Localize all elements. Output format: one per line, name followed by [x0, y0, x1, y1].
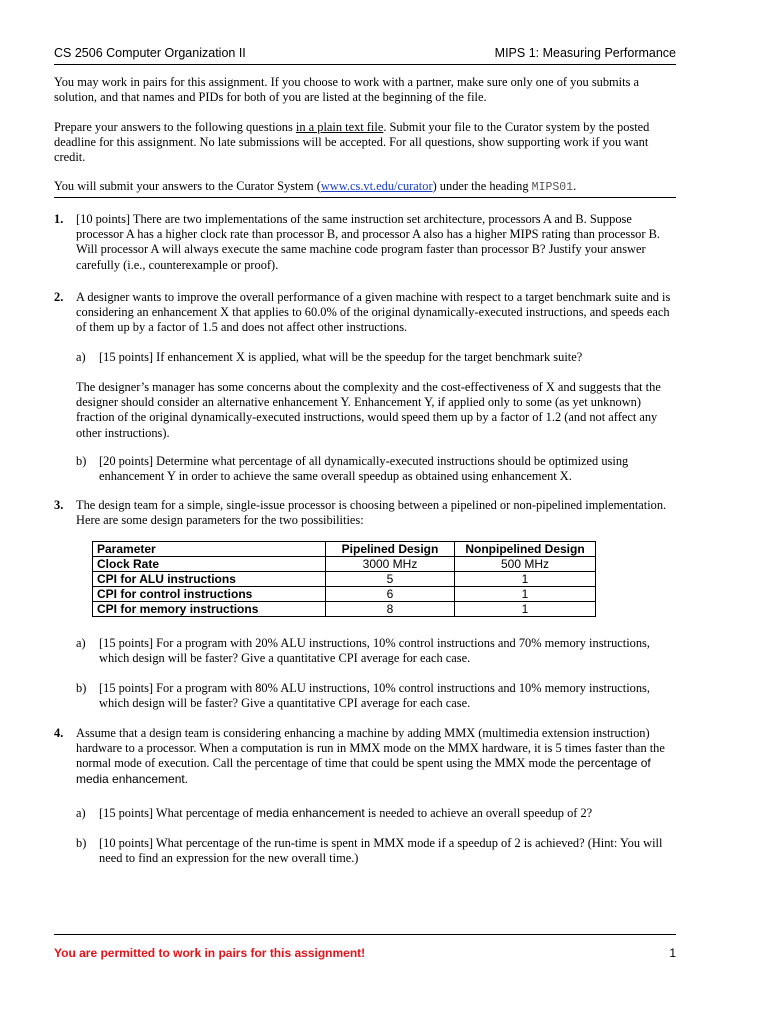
intro-p2-start: Prepare your answers to the following questions	[54, 120, 296, 134]
media-enhancement-term: percentage of media enhancement	[76, 756, 651, 786]
part-text-end: is needed to achieve an overall speedup of 2?	[364, 806, 593, 820]
plain-text-emphasis: in a plain text file	[295, 120, 384, 134]
question-2-context	[76, 380, 682, 441]
part-text: [15 points] For a program with 20% ALU instructions, 10% control instructions and 70% memory instructions, which design will be faster? Give a quantitative CPI average for each case.	[99, 636, 650, 666]
table-cell: 3000 MHz	[326, 557, 455, 572]
table-cell: CPI for ALU instructions	[93, 572, 326, 587]
intro-divider	[54, 197, 676, 198]
table-cell: 1	[455, 587, 596, 602]
part-text: [20 points] Determine what percentage of all dynamically-executed instructions should be optimized using enhancement Y in order to achieve the same overall speedup as obtained using enhancement X.	[99, 454, 629, 484]
question-number: 3.	[54, 498, 64, 512]
intro-p3-mid: ) under the heading	[432, 179, 532, 193]
table-row	[93, 587, 596, 602]
table-header-cell: Pipelined Design	[326, 542, 455, 557]
question-2b	[76, 454, 682, 484]
question-3b	[76, 681, 682, 711]
question-text: A designer wants to improve the overall performance of a given machine with respect to a target benchmark suite and is considering an enhancement X that applies to 60.0% of the original dynamically-executed instructions, and speeds each of them up by a factor of 1.5 and does not affect other instructions.	[76, 290, 671, 335]
question-1	[54, 212, 680, 273]
media-enhancement-term: media enhancement	[256, 806, 365, 820]
table-cell: 6	[326, 587, 455, 602]
part-label: a)	[76, 636, 86, 650]
assignment-title: MIPS 1: Measuring Performance	[494, 46, 676, 60]
question-number: 4.	[54, 726, 64, 740]
context-text: The designer’s manager has some concerns about the complexity and the cost-effectiveness of X and suggests that the designer should consider an alternative enhancement Y. Enhancement Y, if applied only to some (as yet unknown) fraction of the original dynamically-executed instructions, would speed them up by a factor of 1.2 (and not affect any other instructions).	[76, 380, 661, 440]
question-4b	[76, 836, 682, 866]
part-text-start: [15 points] What percentage of	[99, 806, 257, 820]
question-number: 1.	[54, 212, 64, 226]
table-cell: CPI for memory instructions	[93, 602, 326, 617]
part-label: b)	[76, 681, 87, 695]
question-4-text-end: .	[184, 771, 188, 786]
question-2	[54, 290, 680, 336]
page-header	[54, 44, 676, 65]
design-parameters-table	[92, 541, 596, 617]
page-footer	[54, 934, 676, 963]
question-number: 2.	[54, 290, 64, 304]
table-cell: 500 MHz	[455, 557, 596, 572]
table-header-cell: Parameter	[93, 542, 326, 557]
question-text	[76, 726, 680, 787]
question-4	[54, 726, 680, 787]
intro-p3-start: You will submit your answers to the Curator System (	[54, 179, 321, 193]
intro-paragraph-3	[54, 179, 676, 195]
part-label: b)	[76, 836, 87, 850]
question-4a	[76, 806, 682, 821]
intro-p3-end: .	[573, 179, 577, 193]
table-header-cell: Nonpipelined Design	[455, 542, 596, 557]
question-text: [10 points] There are two implementations of the same instruction set architecture, processors A and B. Suppose processor A has a higher clock rate than processor B, and processor A also has a higher MIPS rating than processor B. Will processor A will always execute the same machine code program faster than processor B? Justify your answer carefully (i.e., counterexample or proof).	[76, 212, 660, 272]
part-label: a)	[76, 350, 86, 364]
table-row	[93, 572, 596, 587]
table-header-row	[93, 542, 596, 557]
table-cell: Clock Rate	[93, 557, 326, 572]
part-label: b)	[76, 454, 87, 468]
intro-p2-end: . Submit your file to the Curator system by the posted deadline for this assignment. No late submissions will be accepted. For all questions, show supporting work if you want credit.	[54, 120, 650, 165]
part-text: [15 points] For a program with 80% ALU instructions, 10% control instructions and 10% memory instructions, which design will be faster? Give a quantitative CPI average for each case.	[99, 681, 650, 711]
table-cell: 1	[455, 602, 596, 617]
table-cell: 5	[326, 572, 455, 587]
curator-link[interactable]: www.cs.vt.edu/curator	[320, 179, 433, 193]
question-4-text-start: Assume that a design team is considering enhancing a machine by adding MMX (multimedia extension instruction) hardware to a processor. When a computation is run in MMX mode on the MMX hardware, it is 5 times faster than the normal mode of execution. Call the percentage of time that could be spent using the MMX mode the	[76, 726, 665, 771]
part-label: a)	[76, 806, 86, 820]
question-3a	[76, 636, 682, 666]
part-text: [15 points] If enhancement X is applied, what will be the speedup for the target benchmark suite?	[99, 350, 583, 364]
question-3	[54, 498, 680, 528]
course-title: CS 2506 Computer Organization II	[54, 46, 246, 60]
part-text	[99, 806, 682, 821]
table-row	[93, 557, 596, 572]
question-2a	[76, 350, 682, 365]
intro-paragraph-1: You may work in pairs for this assignment. If you choose to work with a partner, make sure only one of you submits a solution, and that names and PIDs for both of you are listed at the beginning of the file.	[54, 75, 639, 105]
intro-paragraph-2	[54, 120, 676, 166]
question-text: The design team for a simple, single-issue processor is choosing between a pipelined or non-pipelined implementation. Here are some design parameters for the two possibilities:	[76, 498, 667, 528]
pairs-notice: You are permitted to work in pairs for this assignment!	[54, 946, 366, 960]
page-number: 1	[669, 946, 676, 960]
submission-heading-code: MIPS01	[531, 181, 574, 194]
table-cell: 1	[455, 572, 596, 587]
part-text: [10 points] What percentage of the run-time is spent in MMX mode if a speedup of 2 is achieved? (Hint: You will need to find an expression for the new overall time.)	[99, 836, 663, 866]
table-row	[93, 602, 596, 617]
table-cell: 8	[326, 602, 455, 617]
table-cell: CPI for control instructions	[93, 587, 326, 602]
